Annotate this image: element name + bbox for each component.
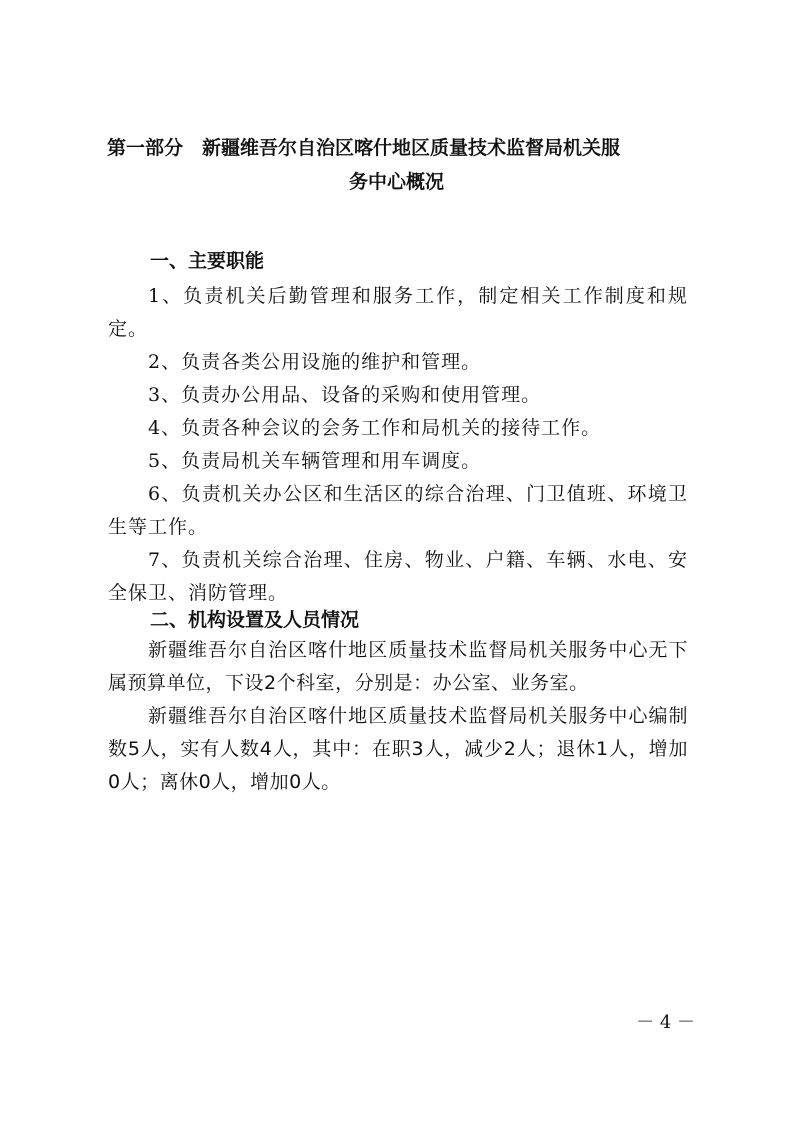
function-item-1: 1、负责机关后勤管理和服务工作，制定相关工作制度和规定。 <box>108 285 688 340</box>
function-item-5: 5、负责局机关车辆管理和用车调度。 <box>148 450 482 472</box>
title-line-1: 第一部分 新疆维吾尔自治区喀什地区质量技术监督局机关服 <box>107 137 621 159</box>
organization-paragraph-2: 新疆维吾尔自治区喀什地区质量技术监督局机关服务中心编制数5人，实有人数4人，其中：在职3人，减少2人；退休1人，增加0人；离休0人，增加0人。 <box>108 705 688 793</box>
function-item-3: 3、负责办公用品、设备的采购和使用管理。 <box>148 384 542 406</box>
section-heading-main-functions: 一、主要职能 <box>150 250 265 272</box>
section-heading-organization: 二、机构设置及人员情况 <box>150 609 360 631</box>
organization-paragraph-1: 新疆维吾尔自治区喀什地区质量技术监督局机关服务中心无下属预算单位，下设2个科室，分别是：办公室、业务室。 <box>108 639 688 694</box>
function-item-4: 4、负责各种会议的会务工作和局机关的接待工作。 <box>148 417 602 439</box>
function-item-7: 7、负责机关综合治理、住房、物业、户籍、车辆、水电、安全保卫、消防管理。 <box>108 549 688 604</box>
function-item-6: 6、负责机关办公区和生活区的综合治理、门卫值班、环境卫生等工作。 <box>108 483 688 538</box>
page-number: － 4 － <box>636 1012 695 1033</box>
function-item-2: 2、负责各类公用设施的维护和管理。 <box>148 351 482 373</box>
title-line-2: 务中心概况 <box>348 171 444 193</box>
